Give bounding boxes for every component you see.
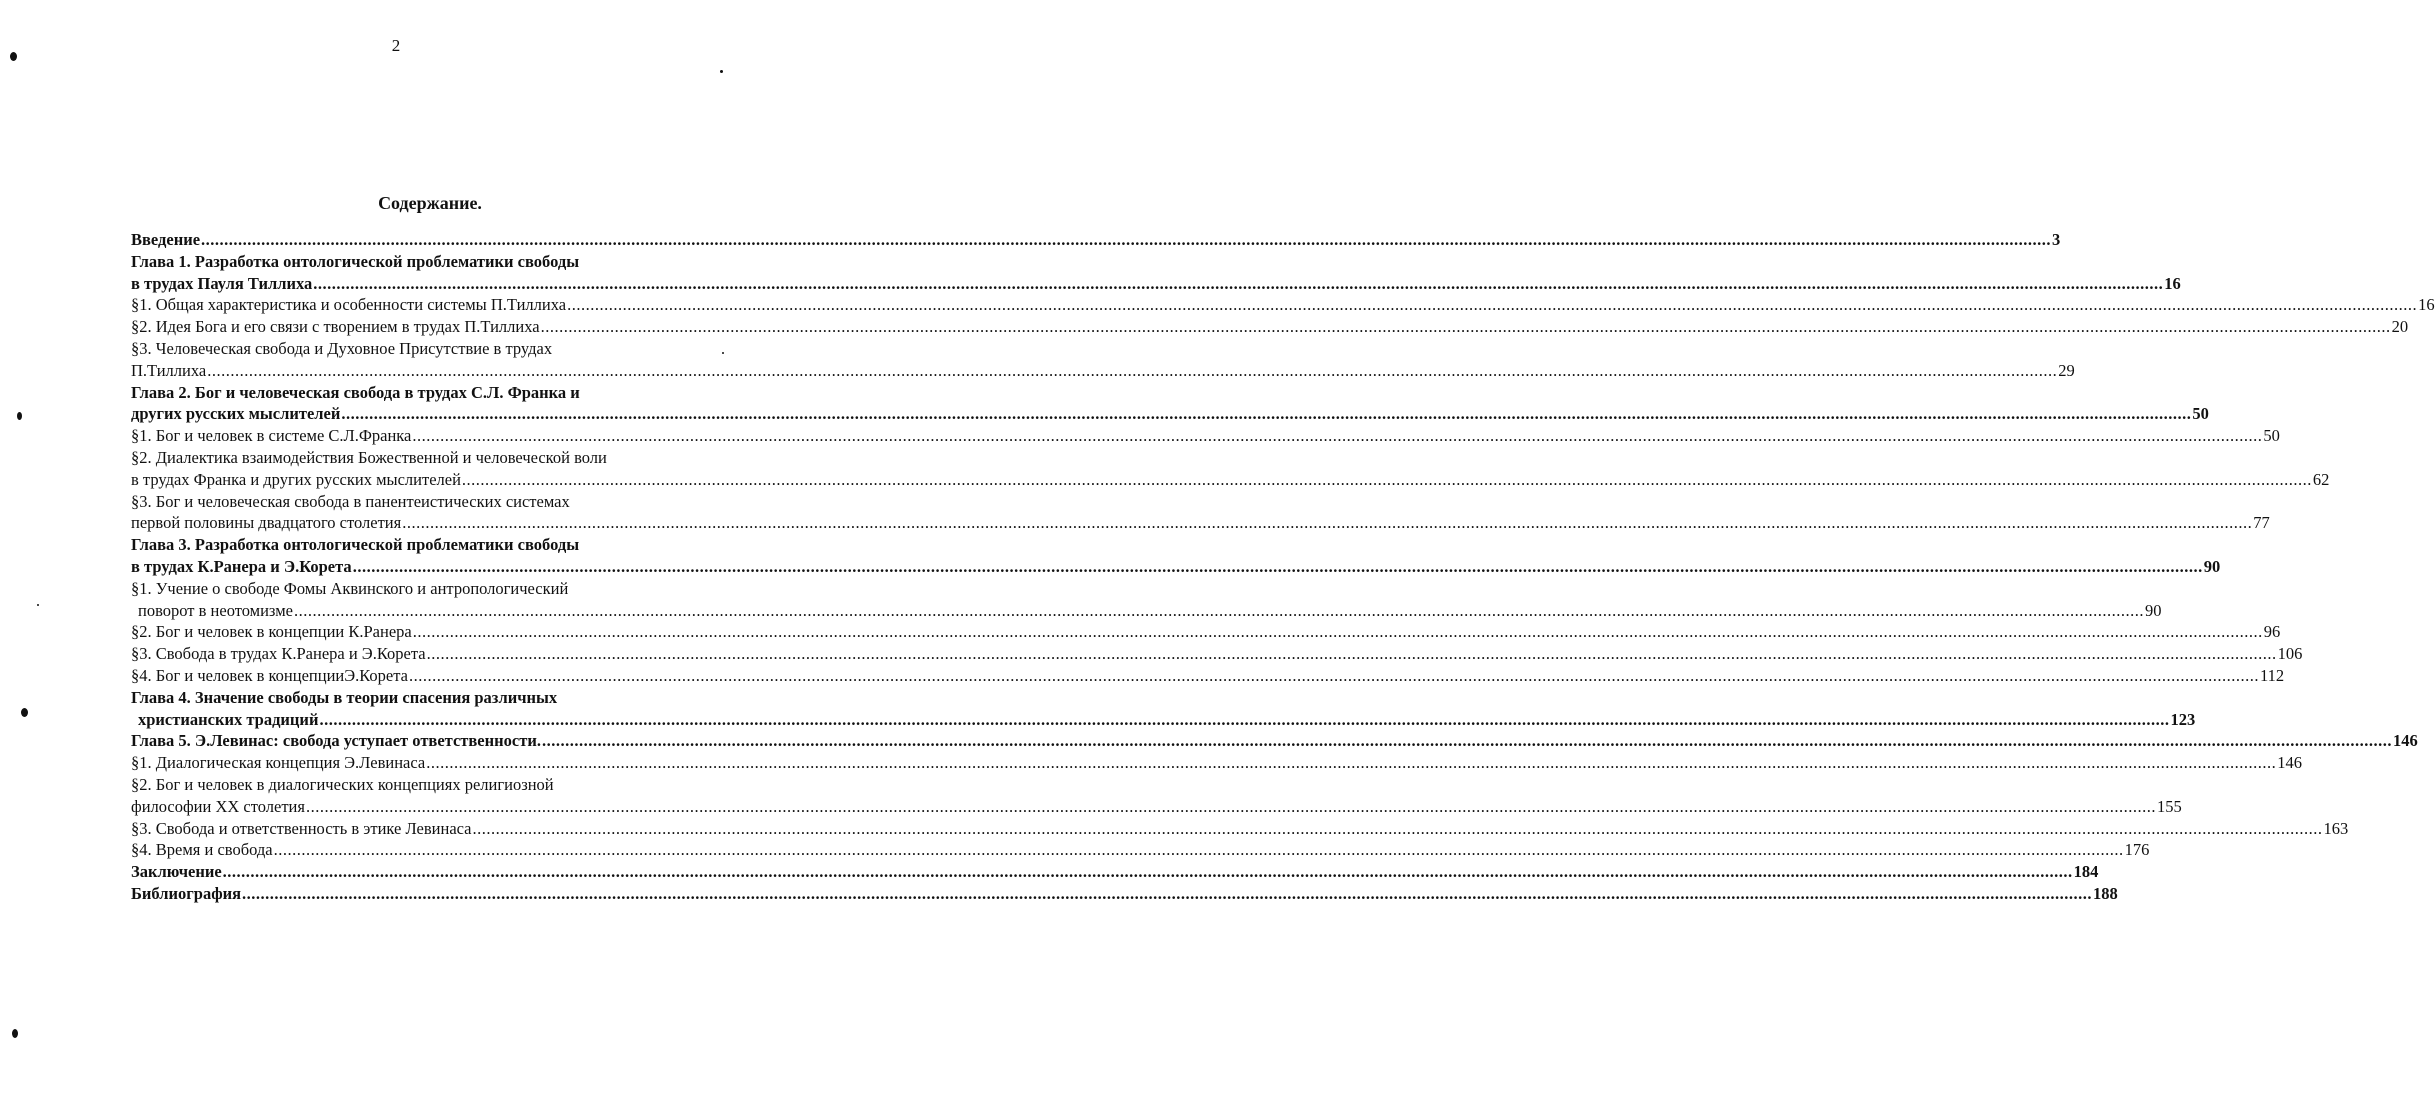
toc-entry-title: §3. Свобода и ответственность в этике Левинаса xyxy=(131,818,472,838)
toc-page-number: 90 xyxy=(2144,600,2162,620)
dot-leader: ................................................................................................................................................................................................................................................................................................................................................................................................................ xyxy=(472,818,2323,838)
toc-section-entry xyxy=(131,665,2285,687)
toc-line xyxy=(131,491,721,513)
dot-leader: ................................................................................................................................................................................................................................................................................................................................................................................................................ xyxy=(319,709,2170,729)
toc-page-number: 3 xyxy=(2052,230,2061,249)
toc-line xyxy=(131,687,721,709)
toc-line xyxy=(131,229,2061,251)
toc-line xyxy=(131,251,721,273)
toc-page-number: 188 xyxy=(2093,883,2118,903)
toc-entry-title: христианских традиций xyxy=(138,709,319,729)
dot-leader: ................................................................................................................................................................................................................................................................................................................................................................................................................ xyxy=(426,753,2277,773)
scan-speck xyxy=(720,70,723,73)
toc-page-number: 20 xyxy=(2391,317,2409,337)
toc-entry-title: §1. Общая характеристика и особенности системы П.Тиллиха xyxy=(131,295,567,315)
dot-leader: ................................................................................................................................................................................................................................................................................................................................................................................................................ xyxy=(273,840,2124,860)
toc-line xyxy=(131,600,2162,622)
scan-speck xyxy=(722,352,724,354)
toc-entry-title: Глава 2. Бог и человеческая свобода в трудах С.Л. Франка и xyxy=(131,382,580,402)
toc-line xyxy=(131,665,2285,687)
toc-chapter-entry xyxy=(131,687,2196,731)
toc-page-number: 50 xyxy=(2192,404,2209,424)
toc-page-number: 62 xyxy=(2312,469,2330,489)
dot-leader: ................................................................................................................................................................................................................................................................................................................................................................................................................ xyxy=(207,360,2058,380)
toc-line xyxy=(131,469,2330,491)
dot-leader: ................................................................................................................................................................................................................................................................................................................................................................................................................ xyxy=(352,556,2203,576)
toc-entry-title: §1. Учение о свободе Фомы Аквинского и антропологический xyxy=(131,578,569,598)
toc-entry-title: в трудах К.Ранера и Э.Корета xyxy=(131,556,352,576)
toc-line xyxy=(131,709,2196,731)
toc-entry-title: Библиография xyxy=(131,883,242,903)
toc-page-number: 146 xyxy=(2392,731,2418,751)
dot-leader: ................................................................................................................................................................................................................................................................................................................................................................................................................ xyxy=(242,883,2093,903)
toc-line xyxy=(131,338,721,360)
toc-line xyxy=(131,621,2281,643)
toc-entry-title: §3. Свобода в трудах К.Ранера и Э.Корета xyxy=(131,644,426,664)
toc-line xyxy=(131,752,2302,774)
scan-speck xyxy=(17,412,22,420)
dot-leader: ................................................................................................................................................................................................................................................................................................................................................................................................................ xyxy=(541,731,2392,751)
dot-leader: ................................................................................................................................................................................................................................................................................................................................................................................................................ xyxy=(293,600,2144,620)
toc-chapter-entry xyxy=(131,861,2099,883)
toc-entry-title: первой половины двадцатого столетия xyxy=(131,513,402,533)
toc-line xyxy=(131,556,2221,578)
toc-page-number: 146 xyxy=(2277,753,2302,773)
toc-line xyxy=(131,316,2409,338)
toc-page-number: 123 xyxy=(2170,709,2196,729)
toc-chapter-entry xyxy=(131,883,2118,905)
dot-leader: ................................................................................................................................................................................................................................................................................................................................................................................................................ xyxy=(409,665,2259,685)
toc-line xyxy=(131,294,2435,316)
dot-leader: ................................................................................................................................................................................................................................................................................................................................................................................................................ xyxy=(201,230,2052,249)
dot-leader: ................................................................................................................................................................................................................................................................................................................................................................................................................ xyxy=(567,295,2418,315)
dot-leader: ................................................................................................................................................................................................................................................................................................................................................................................................................ xyxy=(426,644,2277,664)
toc-page-number: 163 xyxy=(2323,818,2349,838)
toc-line xyxy=(131,360,2075,382)
toc-page-number: 90 xyxy=(2203,556,2221,576)
toc-section-entry xyxy=(131,774,2182,818)
toc-entry-title: философии XX столетия xyxy=(131,796,305,816)
toc-page-number: 112 xyxy=(2260,665,2285,685)
toc-page-number: 29 xyxy=(2058,360,2075,380)
dot-leader: ................................................................................................................................................................................................................................................................................................................................................................................................................ xyxy=(461,469,2312,489)
toc-chapter-entry xyxy=(131,730,2418,752)
toc-section-entry xyxy=(131,839,2150,861)
toc-line xyxy=(131,796,2182,818)
toc-heading: Содержание. xyxy=(378,193,482,213)
toc-page-number: 16 xyxy=(2418,295,2435,315)
toc-entry-title: §2. Бог и человек в концепции К.Ранера xyxy=(131,622,412,642)
toc-section-entry xyxy=(131,491,2270,535)
toc-section-entry xyxy=(131,338,2075,382)
toc-entry-title: §3. Бог и человеческая свобода в панентеистических системах xyxy=(131,491,570,511)
dot-leader: ................................................................................................................................................................................................................................................................................................................................................................................................................ xyxy=(341,404,2192,424)
toc-entry-title: Глава 3. Разработка онтологической проблематики свободы xyxy=(131,535,580,555)
scan-speck xyxy=(21,708,28,717)
toc-chapter-entry xyxy=(131,251,2181,295)
toc-line xyxy=(131,730,2418,752)
dot-leader: ................................................................................................................................................................................................................................................................................................................................................................................................................ xyxy=(222,862,2073,882)
scan-speck xyxy=(12,1029,18,1038)
toc-line xyxy=(131,273,2181,295)
toc-chapter-entry xyxy=(131,382,2209,426)
toc-entry-title: §1. Диалогическая концепция Э.Левинаса xyxy=(131,753,426,773)
toc-line xyxy=(131,861,2099,883)
toc-entry-title: §4. Время и свобода xyxy=(131,840,273,860)
toc-line xyxy=(131,403,2209,425)
dot-leader: ................................................................................................................................................................................................................................................................................................................................................................................................................ xyxy=(313,273,2164,293)
toc-section-entry xyxy=(131,818,2349,840)
toc-entry-title: в трудах Франка и других русских мыслителей xyxy=(131,469,461,489)
toc-line xyxy=(131,534,721,556)
toc-line xyxy=(131,774,721,796)
dot-leader: ................................................................................................................................................................................................................................................................................................................................................................................................................ xyxy=(540,317,2391,337)
dot-leader: ................................................................................................................................................................................................................................................................................................................................................................................................................ xyxy=(305,796,2156,816)
toc-line xyxy=(131,818,2349,840)
dot-leader: ................................................................................................................................................................................................................................................................................................................................................................................................................ xyxy=(402,513,2253,533)
toc-page-number: 96 xyxy=(2263,622,2281,642)
dot-leader: ................................................................................................................................................................................................................................................................................................................................................................................................................ xyxy=(412,426,2263,446)
toc-entry-title: Введение xyxy=(131,230,201,249)
toc-section-entry xyxy=(131,752,2302,774)
toc-line xyxy=(131,512,2270,534)
toc-entry-title: других русских мыслителей xyxy=(131,404,341,424)
toc-line xyxy=(131,883,2118,905)
toc-entry-title: §3. Человеческая свобода и Духовное Присутствие в трудах xyxy=(131,338,553,358)
toc-page-number: 176 xyxy=(2124,840,2150,860)
toc-entry-title: §1. Бог и человек в системе С.Л.Франка xyxy=(131,426,412,446)
toc-entry-title: в трудах Пауля Тиллиха xyxy=(131,273,313,293)
toc-section-entry xyxy=(131,294,2435,316)
scan-speck xyxy=(10,52,17,61)
toc-section-entry xyxy=(131,316,2409,338)
toc-section-entry xyxy=(131,425,2280,447)
toc-page-number: 16 xyxy=(2164,273,2181,293)
toc-entry-title: поворот в неотомизме xyxy=(138,600,293,620)
toc-entry-title: §4. Бог и человек в концепцииЭ.Корета xyxy=(131,665,408,685)
toc-page-number: 106 xyxy=(2277,644,2303,664)
toc-chapter-entry xyxy=(131,534,2221,578)
toc-entry-title: Глава 4. Значение свободы в теории спасения различных xyxy=(131,687,558,707)
toc-line xyxy=(131,382,721,404)
table-of-contents xyxy=(131,229,2435,905)
toc-entry-title: §2. Идея Бога и его связи с творением в трудах П.Тиллиха xyxy=(131,317,540,337)
toc-section-entry xyxy=(131,643,2303,665)
toc-line xyxy=(131,839,2150,861)
toc-line xyxy=(131,643,2303,665)
toc-page-number: 155 xyxy=(2156,796,2182,816)
toc-page-number: 184 xyxy=(2073,862,2099,882)
toc-line xyxy=(131,447,721,469)
toc-section-entry xyxy=(131,621,2281,643)
toc-entry-title: П.Тиллиха xyxy=(131,360,207,380)
toc-entry-title: Глава 5. Э.Левинас: свобода уступает ответственности. xyxy=(131,731,541,751)
page-number: 2 xyxy=(391,36,401,55)
toc-entry-title: §2. Бог и человек в диалогических концепциях религиозной xyxy=(131,774,554,794)
toc-section-entry xyxy=(131,447,2330,491)
toc-line xyxy=(131,425,2280,447)
toc-entry-title: Глава 1. Разработка онтологической проблематики свободы xyxy=(131,251,580,271)
toc-page-number: 77 xyxy=(2253,513,2270,533)
toc-entry-title: §2. Диалектика взаимодействия Божественной и человеческой воли xyxy=(131,447,607,467)
toc-entry-title: Заключение xyxy=(131,862,222,882)
dot-leader: ................................................................................................................................................................................................................................................................................................................................................................................................................ xyxy=(412,622,2263,642)
toc-page-number: 50 xyxy=(2263,426,2280,446)
toc-section-entry xyxy=(131,578,2162,622)
scan-speck xyxy=(37,604,39,606)
toc-line xyxy=(131,578,721,600)
toc-chapter-entry xyxy=(131,229,2061,251)
